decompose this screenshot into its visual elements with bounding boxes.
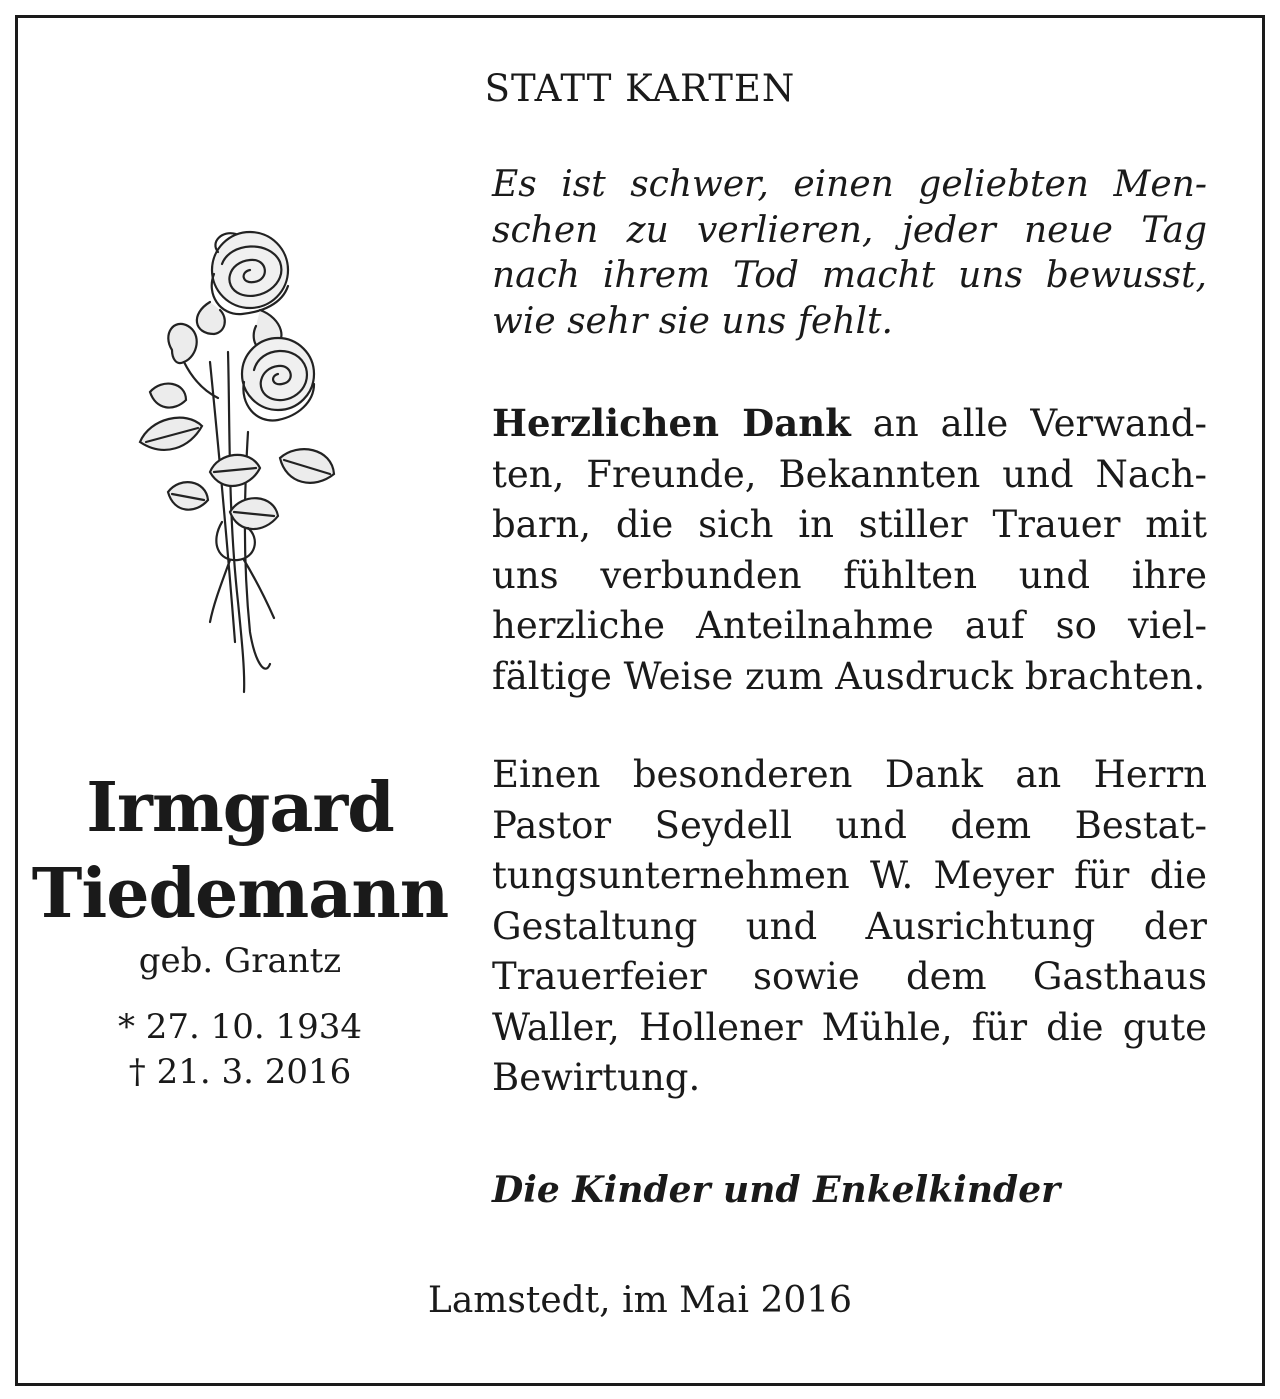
quote-line: nach ihrem Tod macht uns bewusst,: [492, 255, 1207, 296]
special-thanks-line: Trauerfeier sowie dem Gasthaus: [492, 955, 1207, 998]
thanks-line: herzliche Anteilnahme auf so viel-: [492, 604, 1207, 647]
birth-name: geb. Grantz: [138, 941, 342, 981]
thanks-line: ten, Freunde, Bekannten und Nach-: [492, 452, 1207, 496]
last-name: Tiedemann: [31, 854, 449, 934]
special-thanks-paragraph: [492, 750, 1207, 1104]
special-thanks-line: Gestaltung und Ausrichtung der: [492, 904, 1207, 948]
quote-line: Es ist schwer, einen geliebten Men-: [492, 164, 1207, 205]
quote-line: wie sehr sie uns fehlt.: [492, 300, 893, 342]
thanks-first-line: [492, 398, 1207, 450]
quote-line: schen zu verlieren, jeder neue Tag: [492, 209, 1207, 251]
special-thanks-line: Bewirtung.: [492, 1056, 701, 1099]
deceased-name: [30, 765, 450, 937]
thanks-line: uns verbunden fühlten und ihre: [492, 553, 1207, 597]
thanks-line: fältige Weise zum Ausdruck brachten.: [492, 654, 1206, 698]
place-date: Lamstedt, im Mai 2016: [427, 1280, 853, 1321]
signature: Die Kinder und Enkelkinder: [492, 1169, 1061, 1211]
life-dates: [30, 1005, 450, 1095]
thanks-first-line-rest: an alle Verwand-: [850, 402, 1207, 445]
special-thanks-line: tungsunternehmen W. Meyer für die: [492, 854, 1207, 897]
roses-illustration: [110, 222, 360, 702]
special-thanks-line: Pastor Seydell und dem Bestat-: [492, 803, 1207, 847]
memorial-quote: [492, 162, 1207, 344]
special-thanks-line: Waller, Hollener Mühle, für die gute: [492, 1005, 1207, 1049]
thanks-paragraph: [492, 398, 1207, 702]
thanks-lead: Herzlichen Dank: [492, 401, 851, 445]
first-name: Irmgard: [86, 768, 394, 848]
special-thanks-line: Einen besonderen Dank an Herrn: [492, 753, 1207, 796]
birth-date: * 27. 10. 1934: [117, 1007, 363, 1047]
notice-header: STATT KARTEN: [484, 67, 796, 110]
thanks-line: barn, die sich in stiller Trauer mit: [492, 503, 1207, 546]
death-date: † 21. 3. 2016: [128, 1052, 352, 1092]
